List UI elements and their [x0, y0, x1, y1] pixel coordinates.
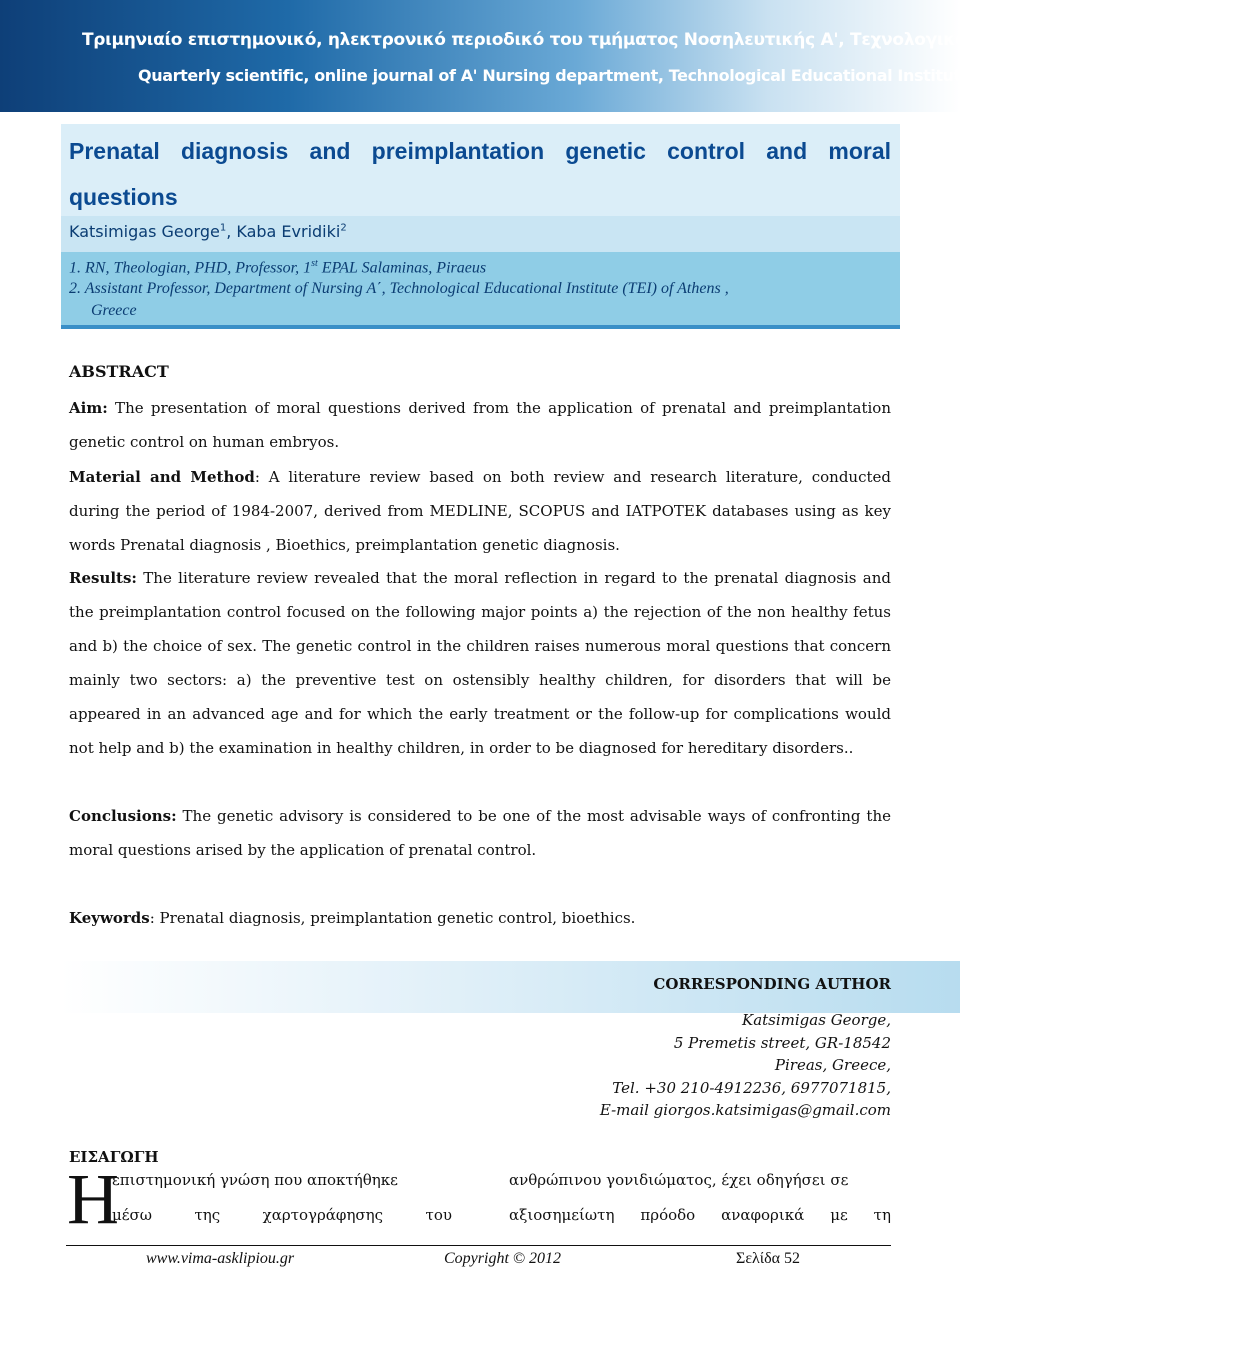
intro-word: αναφορικά — [721, 1206, 805, 1224]
corresponding-city: Pireas, Greece, — [774, 1056, 891, 1074]
aim-text: The presentation of moral questions derived from the application of prenatal and preimplantation genetic control on human embryos. — [69, 399, 891, 451]
aim-label: Aim: — [69, 399, 108, 417]
intro-heading: ΕΙΣΑΓΩΓΗ — [69, 1148, 159, 1166]
footer-website-link[interactable]: www.vima-asklipiou.gr — [146, 1250, 295, 1267]
affiliation-2-continued: Greece — [91, 302, 137, 319]
author-2-affiliation: 2 — [340, 222, 347, 234]
author-1: Katsimigas George — [69, 222, 220, 241]
abstract-method — [69, 460, 891, 562]
affiliations-box — [61, 252, 900, 329]
title-box — [61, 124, 900, 216]
intro-word: χαρτογράφησης — [262, 1206, 384, 1224]
abstract-heading: ABSTRACT — [69, 362, 169, 381]
abstract-conclusions — [69, 799, 891, 867]
corresponding-name: Katsimigas George, — [741, 1011, 891, 1029]
footer-page-number: Σελίδα 52 — [736, 1250, 801, 1267]
intro-word: του — [425, 1206, 452, 1224]
corresponding-author-heading: CORRESPONDING AUTHOR — [653, 975, 891, 993]
corresponding-phone: Tel. +30 210-4912236, 6977071815, — [612, 1079, 891, 1097]
intro-dropcap: Η — [67, 1159, 119, 1239]
intro-col2-line2 — [509, 1206, 891, 1224]
footer-divider — [66, 1245, 891, 1246]
intro-word: με — [830, 1206, 848, 1224]
intro-col1-line2 — [112, 1206, 452, 1224]
affiliation-1-sup: st — [311, 258, 318, 269]
affiliation-1 — [69, 258, 486, 277]
journal-banner — [0, 0, 1249, 112]
author-1-affiliation: 1 — [219, 222, 227, 234]
article-title: Prenatal diagnosis and preimplantation genetic control and moral questions — [69, 138, 891, 210]
intro-col1-line1-text: επιστημονική γνώση που αποκτήθηκε — [112, 1171, 398, 1189]
method-text: : A literature review based on both review and research literature, conducted during the period of 1984-2007, derived from MEDLINE, SCOPUS and IATPOTEK databases using as key words Prenatal diagnosis , Bioethics, preimplantation genetic diagnosis. — [69, 468, 891, 554]
corresponding-email: E-mail giorgos.katsimigas@gmail.com — [599, 1101, 891, 1119]
results-text: The literature review revealed that the moral reflection in regard to the prenatal diagnosis and the preimplantation control focused on the following major points a) the rejection of the non healthy fetus and b) the choice of sex. The genetic control in the children raises numerous moral questions that concern mainly two sectors: a) the preventive test on ostensibly healthy children, for disorders that will be appeared in an advanced age and for which the early treatment or the follow-up for complications would not help and b) the examination in healthy children, in order to be diagnosed for hereditary disorders.. — [69, 569, 891, 757]
intro-word: πρόοδο — [640, 1206, 696, 1224]
intro-col1-line1 — [112, 1171, 452, 1189]
affiliation-1-text: 1. RN, Theologian, PHD, Professor, 1 — [69, 259, 312, 277]
intro-word: μέσω — [112, 1206, 152, 1224]
corresponding-street: 5 Premetis street, GR-18542 — [673, 1034, 891, 1052]
author-2: Kaba Evridiki — [236, 222, 341, 241]
footer-copyright: Copyright © 2012 — [444, 1250, 562, 1267]
journal-greek-title: Τριμηνιαίο επιστημονικό, ηλεκτρονικό περιοδικό του τμήματος Νοσηλευτικής Α', Τεχνολογικό Εκπαιδευτικό Ίδρυμα Αθηνών — [82, 30, 1249, 50]
keywords — [69, 901, 891, 935]
keywords-label: Keywords — [69, 909, 150, 927]
authors-line — [69, 222, 347, 241]
intro-word: τη — [873, 1206, 891, 1224]
results-label: Results: — [69, 569, 137, 587]
keywords-text: : Prenatal diagnosis, preimplantation genetic control, bioethics. — [149, 909, 636, 927]
authors-box — [61, 216, 900, 252]
intro-word: αξιοσημείωτη — [509, 1206, 615, 1224]
affiliation-2: 2. Assistant Professor, Department of Nursing A΄, Technological Educational Institute (TEI) of Athens , — [69, 280, 729, 297]
abstract-results — [69, 561, 891, 765]
intro-col2-line1: ανθρώπινου γονιδιώματος, έχει οδηγήσει σε — [509, 1171, 849, 1189]
conclusions-label: Conclusions: — [69, 807, 177, 825]
method-label: Material and Method — [69, 468, 255, 486]
author-separator: , — [226, 222, 237, 241]
journal-english-title: Quarterly scientific, online journal of A' Nursing department, Technological Educational Institute of Athens — [138, 66, 1060, 85]
abstract-aim — [69, 391, 891, 459]
conclusions-text: The genetic advisory is considered to be one of the most advisable ways of confronting the moral questions arised by the application of prenatal control. — [69, 807, 891, 859]
intro-word: της — [194, 1206, 221, 1224]
affiliation-1-tail: EPAL Salaminas, Piraeus — [317, 259, 487, 277]
